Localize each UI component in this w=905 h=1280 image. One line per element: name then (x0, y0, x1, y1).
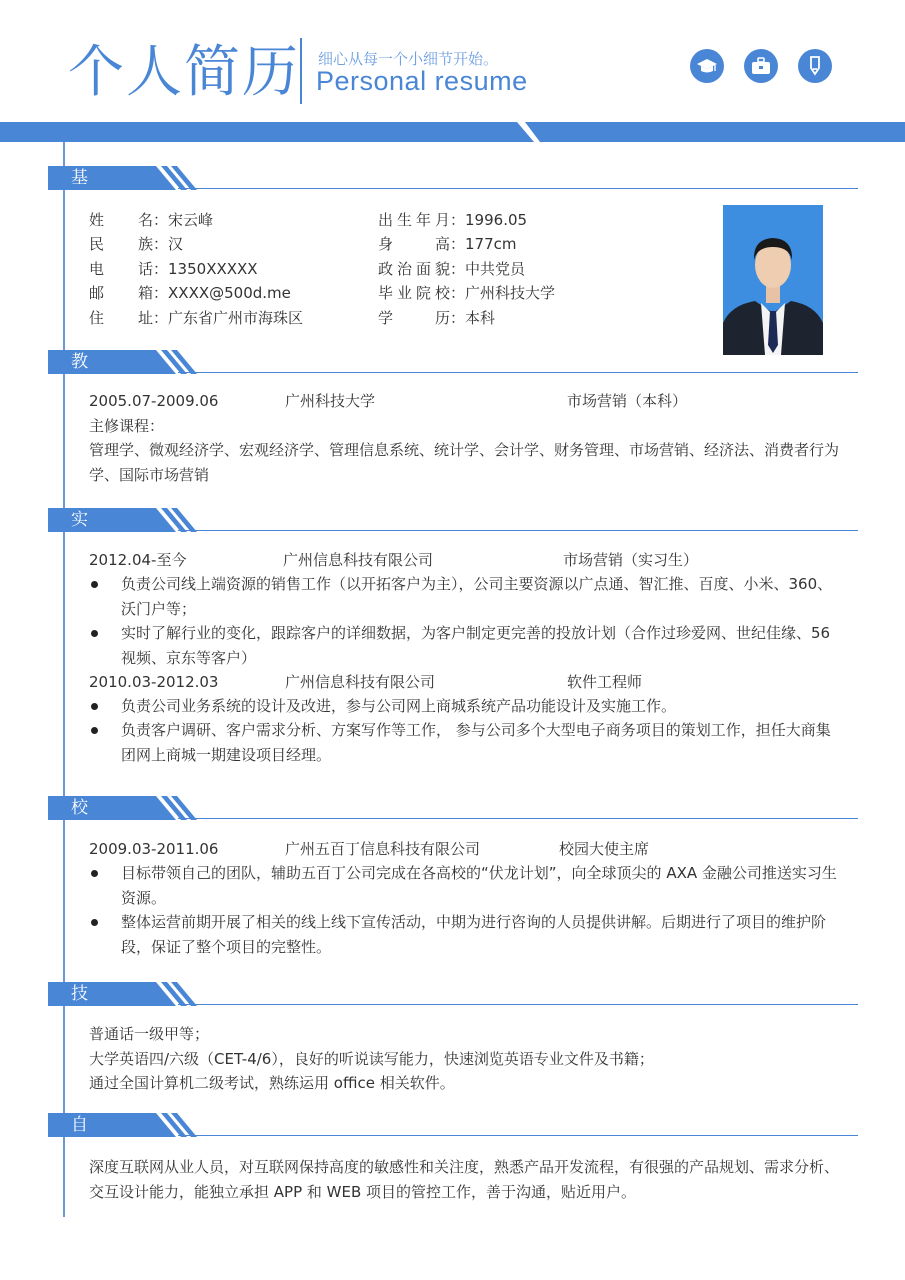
info-address: 住 址：广东省广州市海珠区 (89, 309, 304, 327)
bullet-dot (91, 630, 98, 637)
info-email: 邮 箱：XXXX@500d.me (89, 284, 291, 302)
profile-photo (723, 205, 823, 355)
bullet-dot (91, 581, 98, 588)
timeline-line (63, 142, 65, 1217)
subtitle-english: Personal resume (316, 66, 528, 96)
info-school: 毕业院校：广州科技大学 (378, 284, 556, 302)
job-bullet: 实时了解行业的变化，跟踪客户的详细数据，为客户制定更完善的投放计划（合作过珍爱网、世纪佳缘、56视频、京东等客户） (121, 624, 831, 667)
job-company: 广州信息科技有限公司 (285, 673, 436, 691)
page-title: 个人简历 (68, 40, 300, 105)
edu-period: 2005.07-2009.06 (89, 392, 219, 410)
bullet-dot (91, 919, 98, 926)
job-period: 2012.04-至今 (89, 551, 187, 569)
edu-courses-label: 主修课程： (89, 417, 165, 435)
section-title: 实习经历 (71, 510, 90, 602)
job-period: 2010.03-2012.03 (89, 673, 219, 691)
graduation-cap-icon (690, 49, 724, 83)
skill-item: 大学英语四/六级（CET-4/6），良好的听说读写能力，快速浏览英语专业文件及书籍； (89, 1050, 654, 1068)
section-title: 基本信息 (71, 168, 90, 260)
tagline: 细心从每一个小细节开始。 (318, 50, 499, 68)
edu-major: 市场营销（本科） (567, 392, 688, 410)
self-evaluation: 深度互联网从业人员，对互联网保持高度的敏感性和关注度，熟悉产品开发流程，有很强的产品规划、需求分析、交互设计能力，能独立承担 APP 和 WEB 项目的管控工作，善于沟通，贴近用户。 (89, 1158, 840, 1201)
info-degree: 学 历：本科 (378, 309, 496, 327)
job-bullet: 负责公司线上端资源的销售工作（以开拓客户为主），公司主要资源以广点通、智汇推、百度、小米、360、沃门户等； (121, 575, 833, 618)
section-rule (178, 818, 858, 819)
campus-org: 广州五百丁信息科技有限公司 (285, 840, 481, 858)
section-rule (178, 1135, 858, 1136)
job-bullet: 负责公司业务系统的设计及改进，参与公司网上商城系统产品功能设计及实施工作。 (121, 697, 677, 715)
job-company: 广州信息科技有限公司 (283, 551, 434, 569)
job-bullet: 负责客户调研、客户需求分析、方案写作等工作， 参与公司多个大型电子商务项目的策划工作，担任大商集团网上商城一期建设项目经理。 (121, 721, 831, 764)
campus-bullet: 整体运营前期开展了相关的线上线下宣传活动，中期为进行咨询的人员提供讲解。后期进行了项目的维护阶段，保证了整个项目的完整性。 (121, 913, 827, 956)
job-role: 软件工程师 (567, 673, 643, 691)
info-political: 政治面貌：中共党员 (378, 260, 526, 278)
section-rule (178, 188, 858, 189)
info-height: 身 高：177cm (378, 235, 517, 253)
campus-role: 校园大使主席 (559, 840, 650, 858)
bullet-dot (91, 703, 98, 710)
header-band (0, 122, 905, 144)
bullet-dot (91, 870, 98, 877)
section-title: 校园经历 (71, 798, 90, 890)
title-divider (300, 38, 302, 104)
info-phone: 电 话：1350XXXXX (89, 260, 258, 278)
edu-school: 广州科技大学 (285, 392, 376, 410)
section-rule (178, 1004, 858, 1005)
skill-item: 普通话一级甲等； (89, 1025, 210, 1043)
section-title: 自我评价 (71, 1115, 90, 1207)
pen-icon (798, 49, 832, 83)
section-rule (178, 372, 858, 373)
skill-item: 通过全国计算机二级考试，熟练运用 office 相关软件。 (89, 1074, 455, 1092)
section-title: 教育背景 (71, 352, 90, 444)
campus-period: 2009.03-2011.06 (89, 840, 219, 858)
section-title: 技能证书 (71, 984, 90, 1076)
briefcase-icon (744, 49, 778, 83)
edu-courses: 管理学、微观经济学、宏观经济学、管理信息系统、统计学、会计学、财务管理、市场营销、经济法、消费者行为学、国际市场营销 (89, 441, 840, 484)
bullet-dot (91, 727, 98, 734)
info-birth: 出生年月：1996.05 (378, 211, 528, 229)
info-ethnicity: 民 族：汉 (89, 235, 184, 253)
campus-bullet: 目标带领自己的团队，辅助五百丁公司完成在各高校的“伏龙计划”，向全球顶尖的 AXA 金融公司推送实习生资源。 (121, 864, 837, 907)
info-name: 姓 名：宋云峰 (89, 211, 214, 229)
job-role: 市场营销（实习生） (563, 551, 699, 569)
section-rule (178, 530, 858, 531)
